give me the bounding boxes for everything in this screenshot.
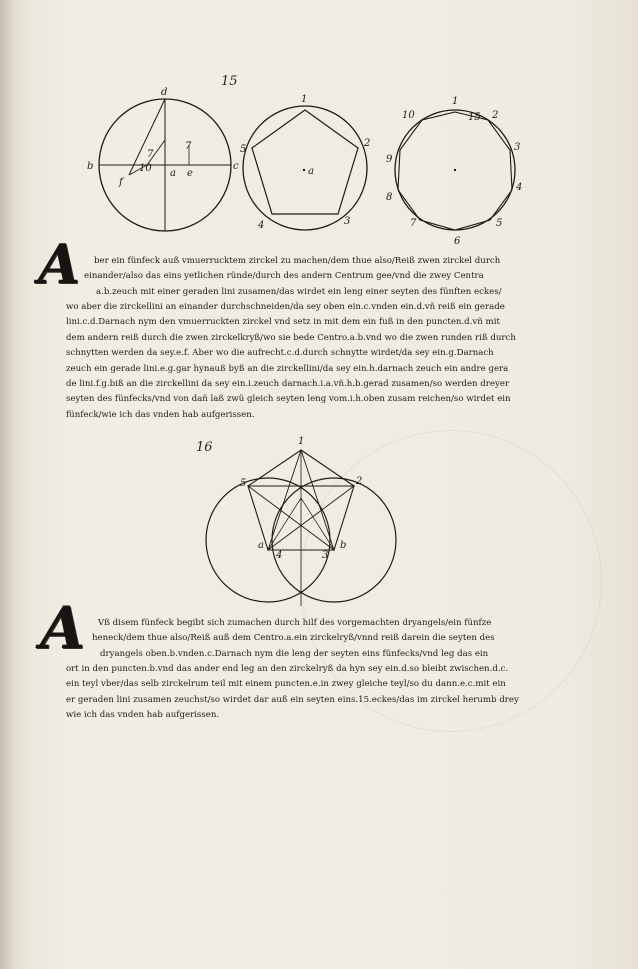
label-b: b — [87, 161, 94, 172]
paragraph-2-line: Vß disem fünfeck begibt sich zumachen durch hilf des vorgemachten dryangels/ein fünfze — [98, 618, 492, 628]
fig16-vertex-1: 1 — [298, 436, 305, 447]
paragraph-2-line: ort in den puncten.b.vnd das ander end leg an den zirckelryß da hyn sey ein.d.so bleibt zwischen.d.c. — [66, 664, 509, 674]
decagon-vertex-2: 2 — [492, 110, 499, 121]
decagon-vertex-15: 15 — [468, 112, 481, 123]
pentagon-vertex-2: 2 — [364, 138, 371, 149]
fig16-vertex-5: 5 — [240, 478, 247, 489]
paragraph-1-line: zeuch ein gerade lini.e.g.gar hynauß byß an die zirckellini/da sey ein.h.darnach zeuch ein andre gera — [66, 363, 509, 374]
decagon-vertex-10: 10 — [402, 110, 415, 121]
paragraph-2-line: er geraden lini zusamen zeuchst/so wirdet dar auß ein seyten eins.15.eckes/das im zirckel herumb drey — [66, 694, 519, 705]
paragraph-2-line: ein teyl vber/das selb zirckelrum teil mit einem puncten.e.in zwey gleiche teyl/so du dann.e.c.mit ein — [66, 679, 506, 690]
fig16-vertex-4: 4 — [276, 550, 283, 561]
decagon-vertex-1: 1 — [452, 96, 459, 107]
paragraph-1-line: schnytten werden da sey.e.f. Aber wo die aufrecht.c.d.durch schnytte wirdet/da sey ein.g.Darnach — [66, 348, 494, 359]
label-e: e — [187, 168, 193, 179]
label-a: a — [170, 168, 176, 179]
paragraph-1-line: dem andern reiß durch die zwen zirckelkryß/wo sie bede Centro.a.b.vnd wo die zwen runden riß durch — [66, 332, 516, 343]
drop-cap-initial-2: A — [40, 594, 86, 662]
paragraph-2-line: wie ich das vnden hab aufgerissen. — [66, 710, 220, 721]
pentagon-vertex-3: 3 — [344, 216, 351, 227]
label-d: d — [161, 87, 168, 98]
label-7a: 7 — [147, 149, 154, 160]
paragraph-1-line: fünfeck/wie ich das vnden hab aufgerissen. — [66, 409, 255, 420]
decagon-vertex-5: 5 — [496, 218, 503, 229]
decagon-vertex-3: 3 — [514, 142, 521, 153]
paragraph-1-line: einander/also das eins yetlichen ründe/durch des andern Centrum gee/vnd die zwey Centra — [84, 271, 484, 282]
fig16-label-a: a — [258, 540, 264, 551]
paragraph-1-line: de lini.f.g.biß an die zirckellini da sey ein.i.zeuch darnach.i.a.vñ.h.b.gerad zusamen/so werden dreyer — [66, 379, 510, 390]
figure-15-circle-construction — [85, 85, 245, 245]
fig16-vertex-3: 3 — [322, 550, 329, 561]
decagon-vertex-8: 8 — [386, 192, 393, 203]
paragraph-1-line: seyten des fünfecks/vnd von dañ laß zwü gleich seyten leng vom.i.h.oben zusam reichen/so wirdet ein — [66, 394, 511, 405]
fig16-label-b: b — [340, 540, 347, 551]
decagon-vertex-9: 9 — [386, 154, 393, 165]
figure-number-15: 15 — [221, 74, 238, 89]
paragraph-1-line: wo aber die zirckellini an einander durchschneiden/da sey oben ein.c.vnden ein.d.vñ reiß ein gerade — [66, 302, 505, 312]
figure-15-pentagon — [240, 90, 380, 240]
paragraph-2-line: heneck/dem thue also/Reiß auß dem Centro.a.ein zirckelryß/vnnd reiß darein die seyten des — [92, 633, 495, 644]
page-gutter — [0, 0, 14, 969]
drop-cap-initial-1: A — [38, 232, 80, 296]
paragraph-1 — [82, 254, 572, 300]
paragraph-1-cont — [66, 300, 574, 423]
pentagon-vertex-5: 5 — [240, 144, 247, 155]
paragraph-2-line: dryangels oben.b.vnden.c.Darnach nym die leng der seyten eins fünfecks/vnd leg das ein — [100, 648, 489, 659]
paragraph-2-cont — [66, 662, 574, 724]
figure-16-pentagram-construction — [206, 434, 396, 614]
paragraph-1-line: lini.c.d.Darnach nym den vmuerruckten zirckel vnd setz in mit dem ein fuß in den puncten.d.vñ mit — [66, 317, 500, 328]
decagon-vertex-6: 6 — [454, 236, 461, 247]
figure-number-16: 16 — [196, 440, 213, 455]
decagon-vertex-4: 4 — [516, 182, 523, 193]
paragraph-1-line: ber ein fünfeck auß vmuerrucktem zirckel zu machen/dem thue also/Reiß zwen zirckel durch — [94, 256, 501, 266]
fig16-vertex-2: 2 — [356, 476, 363, 487]
pentagon-vertex-4: 4 — [258, 220, 265, 231]
pentagon-center: a — [308, 166, 314, 177]
figure-15-decagon — [380, 92, 530, 247]
paragraph-1-line: a.b.zeuch mit einer geraden lini zusamen/das wirdet ein leng einer seyten des fünften eckes/ — [96, 286, 502, 297]
label-7b: 7 — [185, 141, 192, 152]
decagon-vertex-7: 7 — [410, 218, 417, 229]
pentagon-vertex-1: 1 — [301, 94, 308, 105]
paragraph-2 — [84, 616, 572, 662]
label-c: c — [233, 161, 239, 172]
label-f: f — [119, 177, 123, 188]
label-10: 10 — [139, 163, 152, 174]
